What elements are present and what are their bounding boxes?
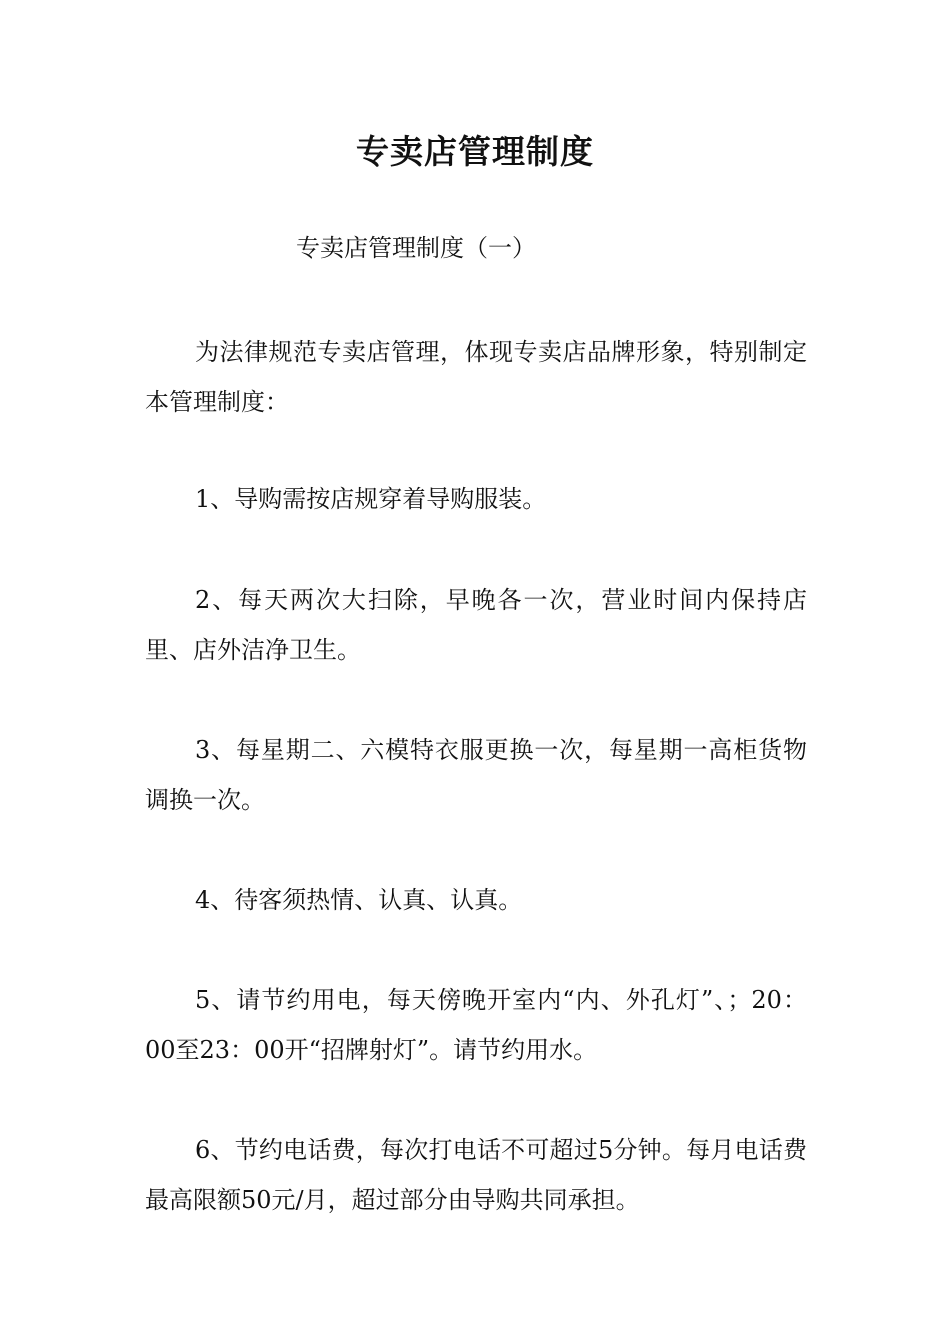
document-title: 专卖店管理制度 (356, 132, 594, 171)
document-subtitle: 专卖店管理制度（一） (296, 234, 536, 262)
intro-paragraph: 为法律规范专卖店管理，体现专卖店品牌形象，特别制定本管理制度： (145, 338, 807, 416)
rule-paragraph-2: 2、每天两次大扫除，早晚各一次，营业时间内保持店里、店外洁净卫生。 (145, 586, 807, 664)
rule-paragraph-5: 5、请节约用电，每天傍晚开室内“内、外孔灯”、；20：00至23：00开“招牌射灯”。请节约用水。 (145, 986, 807, 1064)
rule-paragraph-4: 4、待客须热情、认真、认真。 (195, 886, 523, 914)
rule-paragraph-3: 3、每星期二、六模特衣服更换一次，每星期一高柜货物调换一次。 (145, 736, 807, 814)
rule-paragraph-6: 6、节约电话费，每次打电话不可超过5分钟。每月电话费最高限额50元/月，超过部分由导购共同承担。 (145, 1136, 807, 1214)
rule-paragraph-1: 1、导购需按店规穿着导购服装。 (195, 485, 547, 513)
